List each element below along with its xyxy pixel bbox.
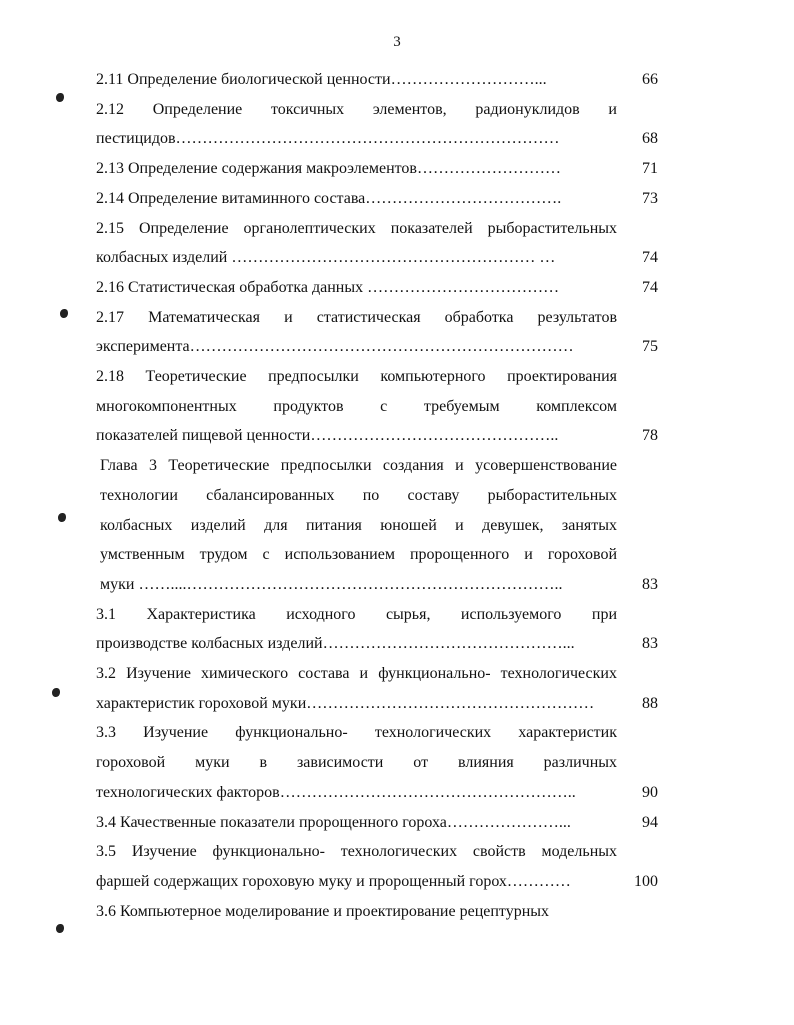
toc-page-number: 88: [642, 694, 658, 712]
toc-entry-line: Глава 3 Теоретические предпосылки создания и усовершенствование: [100, 457, 617, 475]
margin-mark-3: [58, 513, 66, 522]
toc-entry: [96, 273, 658, 303]
toc-entry: [96, 600, 658, 659]
toc-page-number: 75: [642, 338, 658, 356]
toc-entry-line: 3.1 Характеристика исходного сырья, используемого при: [96, 605, 617, 623]
toc-page-number: 68: [642, 130, 658, 148]
toc-page-number: 94: [642, 813, 658, 831]
toc-entry: [96, 451, 658, 600]
toc-entry-line: 2.18 Теоретические предпосылки компьютерного проектирования: [96, 368, 617, 386]
toc-page-number: 100: [634, 872, 658, 890]
toc-entry: [96, 659, 658, 718]
toc-entry-line: колбасных изделий ………………………………………………… …: [96, 249, 556, 267]
toc-entry-line: 3.2 Изучение химического состава и функционально- технологических: [96, 665, 617, 683]
toc-entry-line: умственным трудом с использованием пророщенного и гороховой: [100, 546, 617, 564]
toc-entry: [96, 214, 658, 273]
toc-page-number: 83: [642, 575, 658, 593]
toc-entry-line: пестицидов………………………………………………………………: [96, 130, 560, 148]
toc-entry-line: 2.13 Определение содержания макроэлементов………………………: [96, 160, 561, 178]
toc-entry: [96, 184, 658, 214]
toc-page-number: 83: [642, 635, 658, 653]
toc-entry: [96, 65, 658, 95]
toc-entry-line: 3.3 Изучение функционально- технологических характеристик: [96, 724, 617, 742]
toc-entry-line: 2.14 Определение витаминного состава……………………………….: [96, 189, 562, 207]
toc-entry-line: муки ……....……………………………………………………………..: [100, 575, 563, 593]
toc-entry-line: 3.6 Компьютерное моделирование и проектирование рецептурных: [96, 902, 550, 920]
toc-entry-line: 3.4 Качественные показатели пророщенного гороха…………………...: [96, 813, 571, 831]
margin-mark-2: [60, 309, 68, 318]
toc-entry-line: характеристик гороховой муки………………………………………………: [96, 694, 595, 712]
toc-entry-line: колбасных изделий для питания юношей и девушек, занятых: [100, 516, 617, 534]
toc-entry-line: фаршей содержащих гороховую муку и пророщенный горох…………: [96, 872, 571, 890]
toc-entry-line: 3.5 Изучение функционально- технологических свойств модельных: [96, 843, 617, 861]
toc-entry-line: 2.16 Статистическая обработка данных ………………………………: [96, 278, 560, 296]
toc-page-number: 90: [642, 783, 658, 801]
margin-mark-1: [56, 93, 64, 102]
toc-entry-line: эксперимента………………………………………………………………: [96, 338, 574, 356]
toc-entry-line: многокомпонентных продуктов с требуемым комплексом: [96, 397, 617, 415]
toc-entry-line: гороховой муки в зависимости от влияния различных: [96, 754, 617, 772]
toc-entry: [96, 362, 658, 451]
toc-entry-line: 2.15 Определение органолептических показателей рыборастительных: [96, 219, 617, 237]
table-of-contents: [96, 65, 658, 926]
toc-entry-line: 2.17 Математическая и статистическая обработка результатов: [96, 308, 617, 326]
toc-entry: [96, 95, 658, 154]
toc-entry: [96, 808, 658, 838]
toc-entry-line: технологических факторов………………………………………………..: [96, 783, 576, 801]
toc-entry: [96, 718, 658, 807]
toc-page-number: 71: [642, 160, 658, 178]
toc-entry-line: 2.12 Определение токсичных элементов, радионуклидов и: [96, 100, 617, 118]
toc-entry: [96, 837, 658, 896]
toc-page-number: 66: [642, 71, 658, 88]
margin-mark-4: [52, 688, 60, 697]
page-number: 3: [393, 34, 401, 50]
toc-entry-line: производстве колбасных изделий………………………………………...: [96, 635, 575, 653]
toc-page-number: 73: [642, 189, 658, 207]
toc-page-number: 74: [642, 278, 658, 296]
margin-mark-5: [56, 924, 64, 933]
toc-entry-line: 2.11 Определение биологической ценности………………………...: [96, 71, 547, 88]
toc-entry-line: показателей пищевой ценности………………………………………..: [96, 427, 559, 445]
toc-page-number: 78: [642, 427, 658, 445]
toc-page-number: 74: [642, 249, 658, 267]
toc-entry: [96, 154, 658, 184]
toc-entry: [96, 897, 658, 927]
toc-entry-line: технологии сбалансированных по составу рыборастительных: [100, 486, 617, 504]
toc-entry: [96, 303, 658, 362]
